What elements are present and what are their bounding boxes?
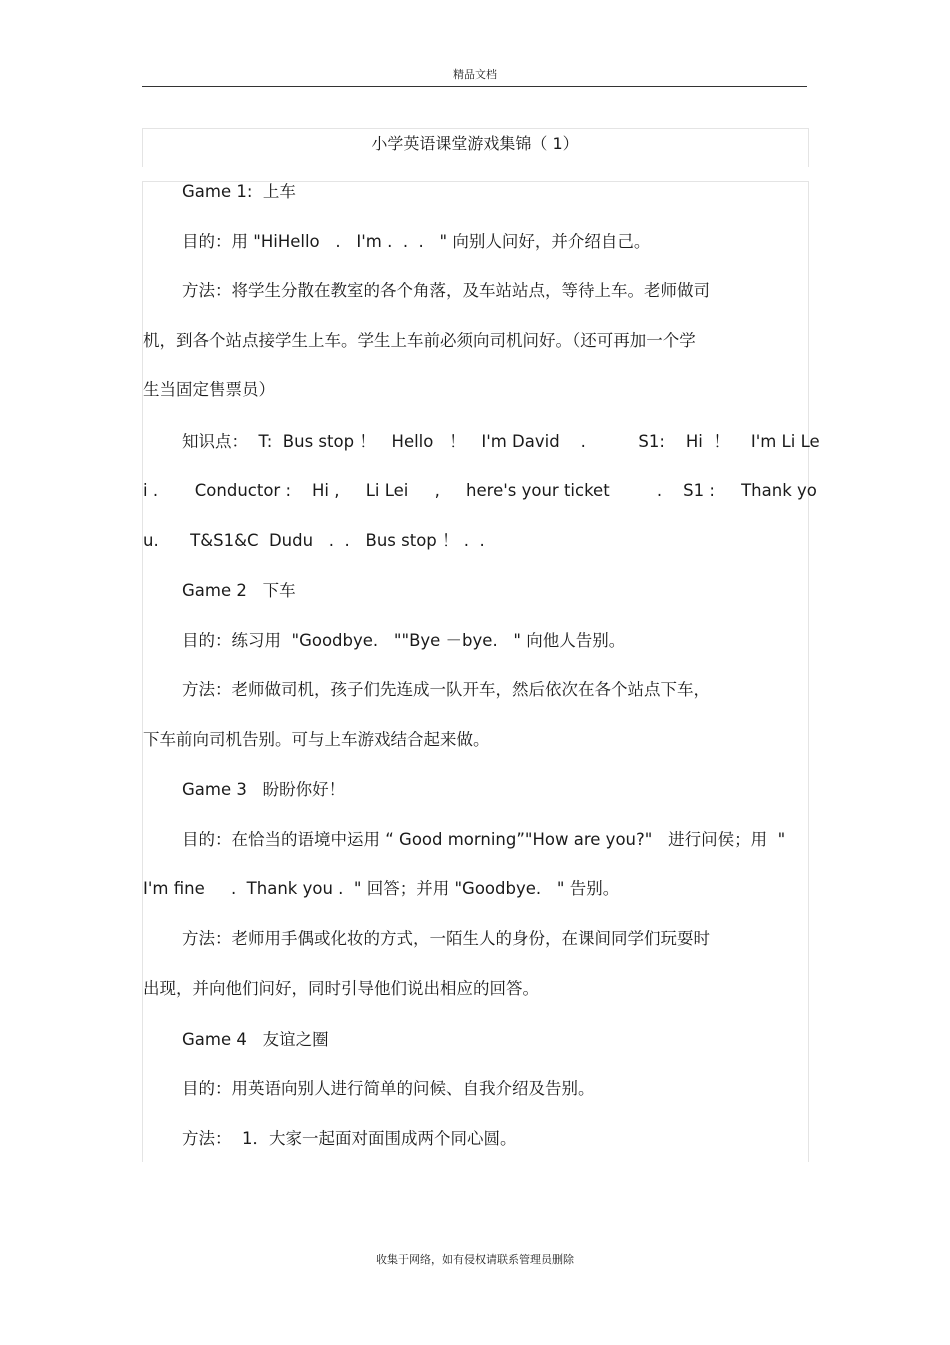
game-4-heading: Game 4 友谊之圈	[182, 1030, 329, 1049]
game-1-knowledge-cont: i . Conductor : Hi , Li Lei , here's your ticket . S1 : Thank yo	[143, 481, 817, 500]
content-frame	[142, 181, 809, 1162]
game-2-purpose: 目的：练习用 "Goodbye. ""Bye －bye. " 向他人告别。	[182, 631, 626, 650]
game-1-knowledge-cont: u. T&S1&C Dudu . . Bus stop ！ . .	[143, 531, 485, 550]
page-footer: 收集于网络，如有侵权请联系管理员删除	[376, 1253, 574, 1266]
game-2-heading: Game 2 下车	[182, 581, 296, 600]
header-rule	[142, 86, 807, 87]
game-3-method: 方法：老师用手偶或化妆的方式，一陌生人的身份，在课间同学们玩耍时	[182, 929, 710, 948]
game-1-method-cont: 生当固定售票员）	[143, 380, 275, 399]
document-title: 小学英语课堂游戏集锦（ 1）	[371, 134, 579, 153]
game-1-purpose: 目的：用 "HiHello . I'm . . . " 向别人问好，并介绍自己。	[182, 232, 651, 251]
game-3-method-cont: 出现，并向他们问好，同时引导他们说出相应的回答。	[143, 979, 539, 998]
game-4-purpose: 目的：用英语向别人进行简单的问候、自我介绍及告别。	[182, 1079, 595, 1098]
game-2-method-cont: 下车前向司机告别。可与上车游戏结合起来做。	[143, 730, 490, 749]
game-3-purpose: 目的：在恰当的语境中运用 “ Good morning”"How are you?" 进行问侯；用 "	[182, 830, 786, 849]
game-3-purpose-cont: I'm fine . Thank you . " 回答；并用 "Goodbye. " 告别。	[143, 879, 620, 898]
page-header: 精品文档	[453, 68, 497, 81]
game-3-heading: Game 3 盼盼你好！	[182, 780, 346, 799]
game-1-heading: Game 1: 上车	[182, 182, 296, 201]
game-1-knowledge: 知识点： T: Bus stop ！ Hello ！ I'm David . S1: Hi ！ I'm Li Le	[182, 432, 820, 451]
game-1-method: 方法：将学生分散在教室的各个角落，及车站站点，等待上车。老师做司	[182, 281, 710, 300]
game-2-method: 方法：老师做司机，孩子们先连成一队开车，然后依次在各个站点下车，	[182, 680, 710, 699]
game-1-method-cont: 机，到各个站点接学生上车。学生上车前必须向司机问好。（还可再加一个学	[143, 331, 696, 350]
game-4-method: 方法： 1．大家一起面对面围成两个同心圆。	[182, 1129, 517, 1148]
